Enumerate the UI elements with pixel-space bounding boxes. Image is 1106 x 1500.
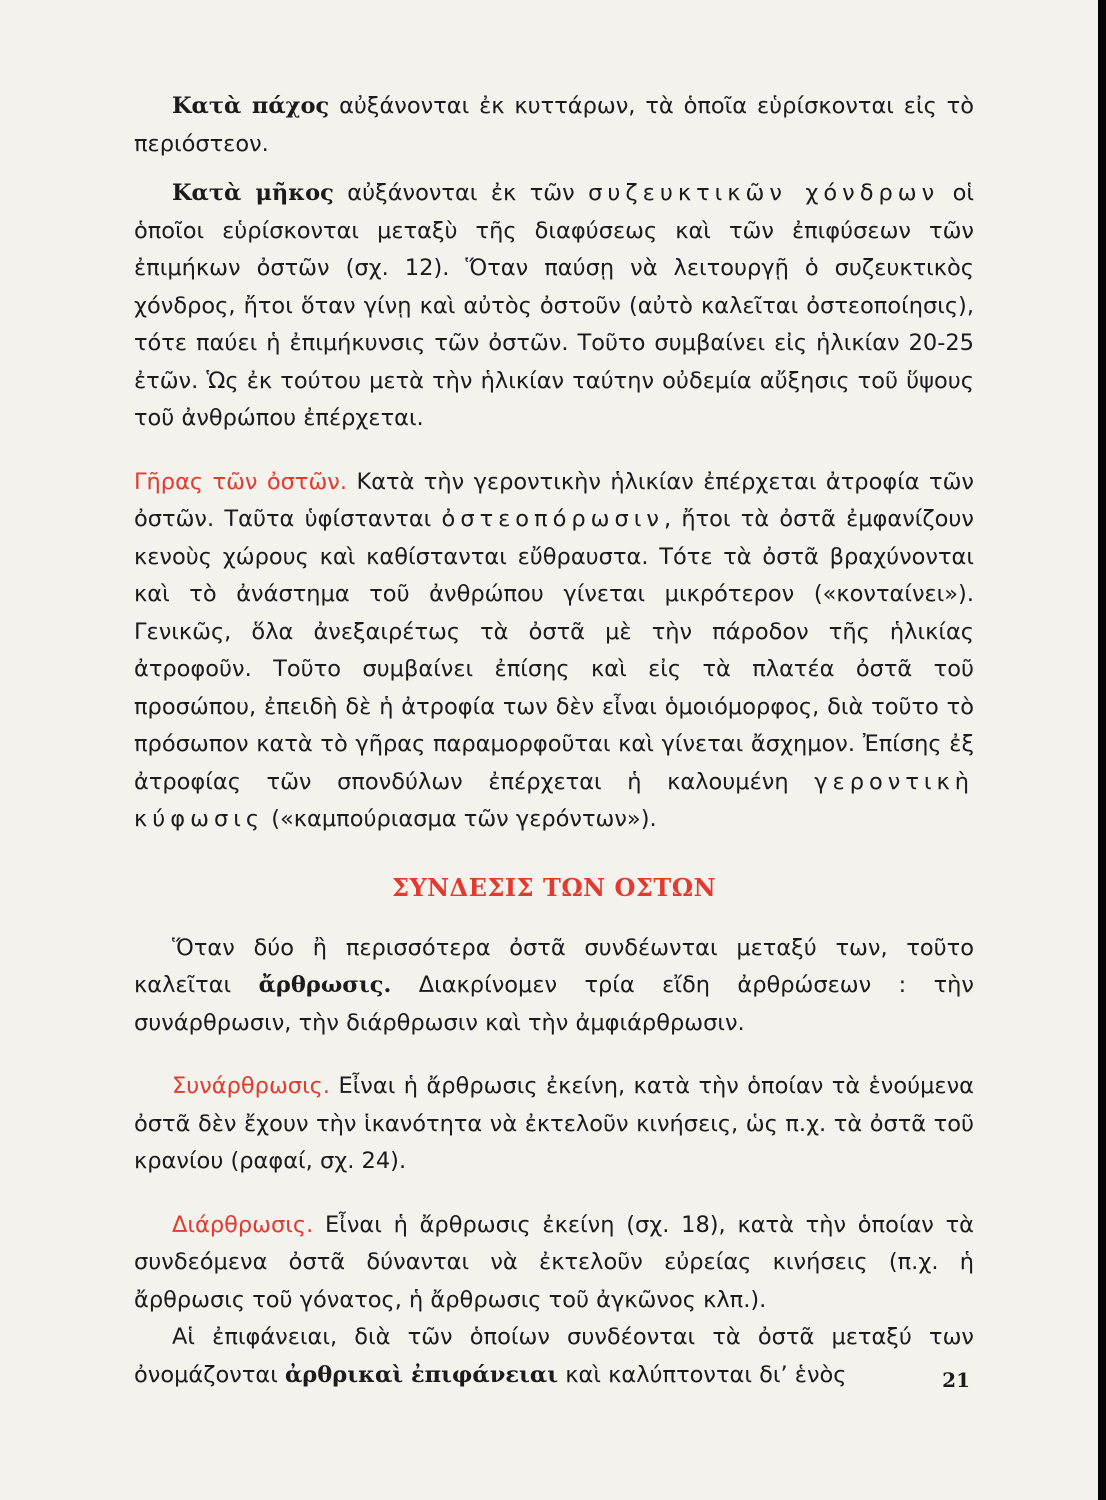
scan-border	[1098, 0, 1106, 1500]
paragraph-text: οἱ ὁποῖοι εὑρίσκονται μεταξὺ τῆς διαφύσεως καὶ τῶν ἐπιφύσεων τῶν ἐπιμήκων ὀστῶν (σχ. 12). Ὅταν παύσῃ νὰ λειτουργῇ ὁ συζευκτικὸς χόνδρος, ἤτοι ὅταν γίνῃ καὶ αὐτὸς ὀστοῦν (αὐτὸ καλεῖται ὀστεοποίησις), τότε παύει ἡ ἐπιμήκυνσις τῶν ὀστῶν. Τοῦτο συμβαίνει εἰς ἡλικίαν 20-25 ἐτῶν. Ὡς ἐκ τούτου μετὰ τὴν ἡλικίαν ταύτην οὐδεμία αὔξησις τοῦ ὕψους τοῦ ἀνθρώπου ἐπέρχεται.	[134, 180, 974, 431]
paragraph-length-growth	[134, 175, 974, 438]
page-number: 21	[942, 1368, 970, 1392]
paragraph-text: Αἱ ἐπιφάνειαι, διὰ τῶν ὁποίων συνδέονται τὰ ὀστᾶ μεταξύ των ὀνομάζονται	[134, 1324, 974, 1388]
subheading-bone-aging: Γῆρας τῶν ὀστῶν.	[134, 468, 348, 495]
subheading-diarthrosis: Διάρθρωσις.	[172, 1211, 314, 1238]
paragraph-text: Διακρίνομεν τρία εἴδη ἀρθρώσεων : τὴν συνάρθρωσιν, τὴν διάρθρωσιν καὶ τὴν ἀμφιάρθρωσιν.	[134, 972, 974, 1036]
paragraph-articular-surfaces	[134, 1319, 974, 1394]
term-articular-surfaces: ἀρθρικαὶ ἐπιφάνειαι	[284, 1361, 559, 1388]
paragraph-joints-intro	[134, 930, 974, 1043]
paragraph-text: Εἶναι ἡ ἄρθρωσις ἐκείνη, κατὰ τὴν ὁποίαν τὰ ἑνούμενα ὀστᾶ δὲν ἔχουν τὴν ἱκανότητα νὰ ἐκτελοῦν κινήσεις, ὡς π.χ. τὰ ὀστᾶ τοῦ κρανίου (ραφαί, σχ. 24).	[134, 1073, 974, 1174]
emphasis-text: συζευκτικῶν χόνδρων	[588, 180, 940, 206]
term-length: Κατὰ μῆκος	[172, 180, 334, 206]
subheading-synarthrosis: Συνάρθρωσις.	[172, 1073, 331, 1099]
emphasis-text: γεροντικὴ κύφωσις	[134, 768, 974, 832]
term-joint: ἄρθρωσις.	[258, 972, 392, 998]
page-content	[134, 88, 974, 1394]
paragraph-bone-aging	[134, 464, 974, 839]
paragraph-synarthrosis	[134, 1068, 974, 1181]
term-thickness: Κατὰ πάχος	[172, 93, 330, 119]
paragraph-text: αὐξάνονται ἐκ κυττάρων, τὰ ὁποῖα εὑρίσκονται εἰς τὸ περιόστεον.	[134, 93, 974, 157]
paragraph-text: αὐξάνονται ἐκ τῶν	[333, 180, 589, 206]
paragraph-thickness-growth	[134, 88, 974, 163]
paragraph-text: καὶ καλύπτονται δι’ ἑνὸς	[558, 1361, 847, 1388]
paragraph-diarthrosis	[134, 1207, 974, 1320]
paragraph-text: , ἤτοι τὰ ὀστᾶ ἐμφανίζουν κενοὺς χώρους καὶ καθίστανται εὔθραυστα. Τότε τὰ ὀστᾶ βραχύνονται καὶ τὸ ἀνάστημα τοῦ ἀνθρώπου γίνεται μικρότερον («κονταίνει»). Γενικῶς, ὅλα ἀνεξαιρέτως τὰ ὀστᾶ μὲ τὴν πάροδον τῆς ἡλικίας ἀτροφοῦν. Τοῦτο συμβαίνει ἐπίσης καὶ εἰς τὰ πλατέα ὀστᾶ τοῦ προσώπου, ἐπειδὴ δὲ ἡ ἀτροφία των δὲν εἶναι ὁμοιόμορφος, διὰ τοῦτο τὸ πρόσωπον κατὰ τὸ γῆρας παραμορφοῦται καὶ γίνεται ἄσχημον. Ἐπίσης ἐξ ἀτροφίας τῶν σπονδύλων ἐπέρχεται ἡ καλουμένη	[134, 506, 974, 795]
paragraph-text: («καμπούριασμα τῶν γερόντων»).	[264, 806, 657, 832]
paragraph-text: Κατὰ τὴν γεροντικὴν ἡλικίαν ἐπέρχεται ἀτροφία τῶν ὀστῶν. Ταῦτα ὑφίστανται	[134, 468, 974, 532]
paragraph-text: Εἶναι ἡ ἄρθρωσις ἐκείνη (σχ. 18), κατὰ τὴν ὁποίαν τὰ συνδεόμενα ὀστᾶ δύνανται νὰ ἐκτελοῦν εὐρείας κινήσεις (π.χ. ἡ ἄρθρωσις τοῦ γόνατος, ἡ ἄρθρωσις τοῦ ἀγκῶνος κλπ.).	[134, 1211, 974, 1313]
paragraph-text: Ὅταν δύο ἢ περισσότερα ὀστᾶ συνδέωνται μεταξύ των, τοῦτο καλεῖται	[134, 934, 974, 998]
emphasis-text: ὀστεοπόρωσιν	[441, 506, 664, 532]
section-title: ΣΥΝΔΕΣΙΣ ΤΩΝ ΟΣΤΩΝ	[391, 872, 717, 902]
